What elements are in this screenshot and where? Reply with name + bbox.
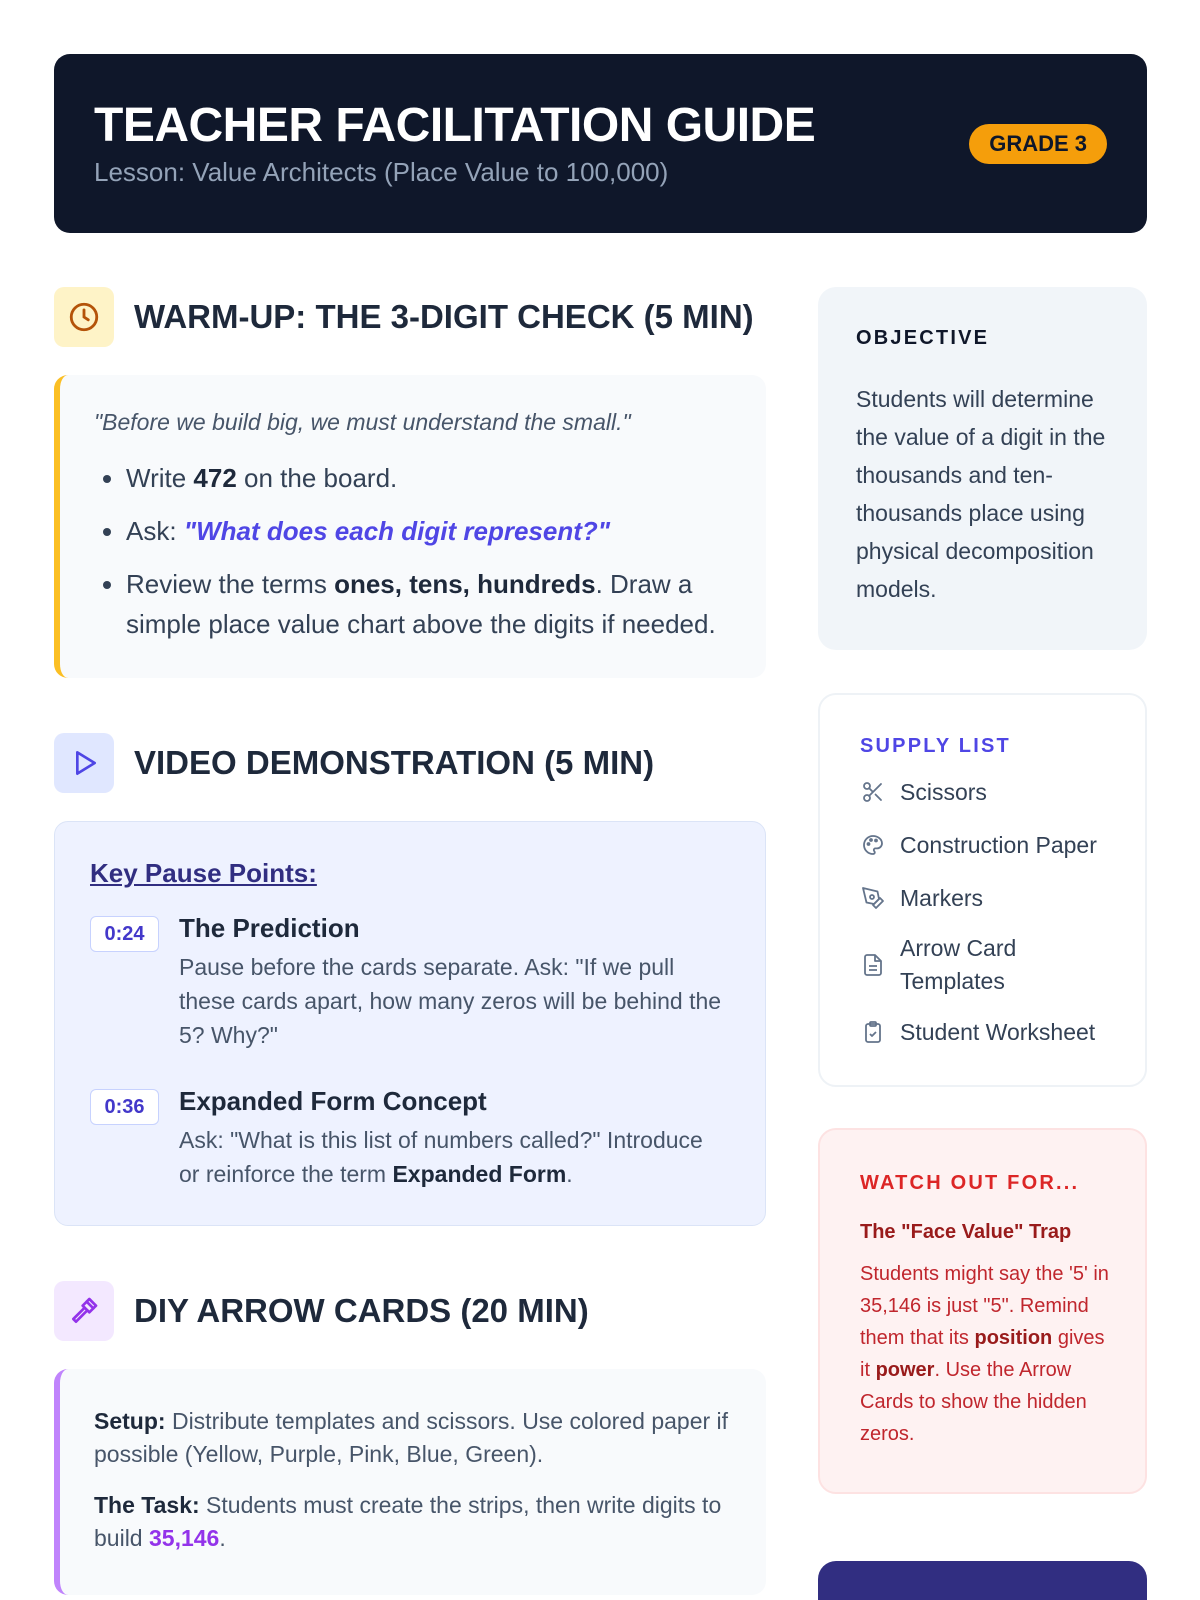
clipboard-check-icon	[860, 1019, 886, 1045]
supply-list-card	[818, 693, 1147, 1087]
video-title: VIDEO DEMONSTRATION (5 MIN)	[134, 744, 655, 781]
objective-card	[818, 287, 1147, 650]
palette-icon	[860, 832, 886, 858]
page-header	[54, 54, 1147, 233]
warmup-step-2: • Ask: "What does each digit represent?"	[126, 511, 730, 551]
supply-list-label: SUPPLY LIST	[860, 735, 1011, 757]
list-item: Student Worksheet	[860, 1013, 1109, 1051]
sidebar-dark-card	[818, 1561, 1147, 1600]
pause-title: Expanded Form Concept	[179, 1086, 487, 1116]
diy-setup: Setup: Distribute templates and scissors. Use colored paper if possible (Yellow, Purple, Pink, Blue, Green).	[94, 1408, 729, 1467]
page-title: TEACHER FACILITATION GUIDE	[94, 99, 816, 152]
watch-out-card	[818, 1128, 1147, 1494]
video-card	[54, 821, 766, 1226]
list-item: Markers	[860, 879, 1109, 917]
document-icon	[860, 952, 886, 978]
diy-section-header	[54, 1281, 766, 1341]
grade-badge: GRADE 3	[969, 124, 1107, 164]
key-pause-points-label: Key Pause Points:	[90, 858, 317, 888]
list-item: Arrow Card Templates	[860, 932, 1109, 998]
clock-icon	[54, 287, 114, 347]
objective-text: Students will determine the value of a digit in the thousands and ten-thousands place using physical decomposition models.	[856, 386, 1106, 602]
warmup-step-1: • Write 472 on the board.	[126, 458, 730, 498]
play-icon	[54, 733, 114, 793]
pause-point	[90, 913, 729, 1052]
watch-out-subtitle: The "Face Value" Trap	[860, 1221, 1072, 1243]
hammer-icon	[54, 1281, 114, 1341]
list-item: Scissors	[860, 773, 1109, 811]
pause-description: Ask: "What is this list of numbers called?" Introduce or reinforce the term Expanded Form.	[179, 1127, 703, 1187]
warmup-steps	[94, 458, 730, 644]
pause-title: The Prediction	[179, 913, 360, 943]
main-column	[54, 287, 766, 1595]
diy-task: The Task: Students must create the strips, then write digits to build 35,146.	[94, 1492, 722, 1551]
list-item: Construction Paper	[860, 826, 1109, 864]
warmup-quote: "Before we build big, we must understand the small."	[94, 409, 631, 435]
warmup-title: WARM-UP: THE 3-DIGIT CHECK (5 MIN)	[134, 298, 754, 335]
warmup-section-header	[54, 287, 766, 347]
warmup-card	[54, 375, 766, 678]
diy-card	[54, 1369, 766, 1595]
lesson-subtitle: Lesson: Value Architects (Place Value to 100,000)	[94, 157, 669, 187]
scissors-icon	[860, 779, 886, 805]
diy-title: DIY ARROW CARDS (20 MIN)	[134, 1292, 589, 1329]
watch-out-text: Students might say the '5' in 35,146 is just "5". Remind them that its position gives it power. Use the Arrow Cards to show the hidden zeros.	[860, 1263, 1109, 1445]
video-section-header	[54, 733, 766, 793]
timestamp-badge: 0:36	[90, 1089, 159, 1125]
marker-icon	[860, 885, 886, 911]
objective-label: OBJECTIVE	[856, 327, 990, 349]
sidebar-column	[818, 287, 1147, 1494]
timestamp-badge: 0:24	[90, 916, 159, 952]
warmup-step-3: • Review the terms ones, tens, hundreds. Draw a simple place value chart above the digits if needed.	[126, 564, 730, 644]
supply-list	[860, 773, 1109, 1051]
pause-description: Pause before the cards separate. Ask: "If we pull these cards apart, how many zeros will be behind the 5? Why?"	[179, 954, 722, 1048]
pause-point	[90, 1086, 729, 1191]
watch-out-label: WATCH OUT FOR...	[860, 1172, 1080, 1194]
